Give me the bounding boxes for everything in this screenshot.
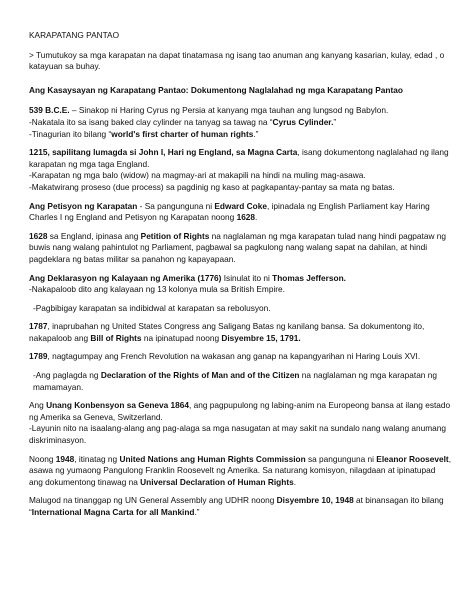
petition-text: - Sa pangunguna ni [137,200,215,211]
petition-text: Charles I ng England and Petisyon ng Karapatan noong [29,212,237,223]
decl-term: Ang Deklarasyon ng Kalayaan ng Amerika (1776) [29,272,222,283]
por-term: Petition of Rights [140,230,210,241]
un-text: Noong [29,453,56,464]
udhr-term: Universal Declaration of Human Rights [140,476,294,487]
por-text: sa England, ipinasa ang [47,230,141,241]
bill-year: 1787 [29,321,48,332]
decl-person: Thomas Jefferson. [272,272,346,283]
geneva-line-1 [29,400,452,412]
bill-of-rights-paragraph [29,321,452,344]
petition-text: , ipinadala ng English Parliament kay Haring [266,200,430,211]
cyrus-text: – Sinakop ni Haring Cyrus ng Persia at kanyang mga tauhan ang lungsod ng Babylon. [69,105,389,116]
french-text: , nagtagumpay ang French Revolution na wakasan ang ganap na kapangyarihan ni Haring Louis XVI. [47,351,421,362]
un-person: Eleanor Roosevelt [376,453,449,464]
udhr-date: Disyembre 10, 1948 [276,495,354,506]
cyrus-charter-term: world's first charter of human rights [111,128,254,139]
por-text: na naglalaman ng mga karapatan tulad nang hindi pagpataw ng [209,230,446,241]
bill-date: Disyembre 15, 1791. [221,332,301,343]
geneva-text: Ang [29,400,47,411]
por-line-1 [29,231,452,243]
un-text: . [293,476,297,487]
petition-line-1 [29,201,452,213]
geneva-line-2: ng Amerika sa Geneva, Switzerland. [29,411,163,422]
petition-person: Edward Coke [214,200,267,211]
french-text: na naglalaman ng mga karapatan ng [299,370,437,381]
geneva-text: , ang pagpupulong ng labing-anim na Europeong bansa at ilang estado [189,400,451,411]
cyrus-text: -Nakatala ito sa isang baked clay cylinder na tanyag sa tawag na “ [29,116,273,127]
por-year: 1628 [29,230,48,241]
por-line-3: pagdeklara ng batas militar sa panahon ng kapayapaan. [29,253,236,264]
bill-term: Bill of Rights [90,332,142,343]
french-declaration-paragraph [29,370,452,393]
cyrus-line-3 [29,129,452,141]
french-line-3: mamamayan. [33,381,84,392]
geneva-line-3: -Layunin nito na isaalang-alang ang pag-alaga sa mga nasugatan at may sakit na sundalo nang walang anumang [29,423,446,434]
magna-lead: 1215, sapilitang lumagda si John I, Hari ng England, sa Magna Carta [29,147,298,158]
udhr-line-1 [29,495,452,507]
un-text: , [448,453,451,464]
un-year: 1948 [55,453,75,464]
declaration-note: -Pagbibigay karapatan sa indibidwal at karapatan sa rebolusyon. [33,302,271,313]
petition-year: 1628 [236,212,256,223]
french-line-2 [33,370,452,382]
magna-text: , isang dokumentong naglalahad ng ilang [297,147,449,158]
udhr-paragraph [29,495,452,518]
magna-carta-paragraph [29,147,452,193]
magna-line-4: -Makatwirang proseso (due process) sa pagdinig ng kaso at pagkapantay-pantay sa mata ng batas. [29,181,395,192]
cyrus-text: -Tinagurian ito bilang “ [29,128,112,139]
un-text: ang dokumentong tinawag na [29,476,141,487]
cyrus-cylinder-term: Cyrus Cylinder. [272,116,334,127]
cyrus-text: .” [253,128,259,139]
cyrus-text: ” [333,116,337,127]
cyrus-line-1 [29,105,452,117]
definition-line: katayuan sa buhay. [29,61,101,72]
un-text: , itinatag ng [74,453,120,464]
definition-line: > Tumutukoy sa mga karapatan na dapat tinatamasa ng isang tao anuman ang kanyang kasarian, kulay, edad , o [29,49,445,60]
cyrus-line-2 [29,117,452,129]
petition-term: Ang Petisyon ng Karapatan [29,200,138,211]
section-heading: Ang Kasaysayan ng Karapatang Pantao: Dokumentong Naglalahad ng mga Karapatang Pantao [29,84,403,95]
cyrus-year: 539 B.C.E. [29,105,70,116]
por-line-2: buwis nang walang pahintulot ng Parliament, pagbawal sa pagkulong nang walang sapat na dahilan, at hindi [29,242,428,253]
french-revolution-line [29,351,452,363]
udhr-text: .” [194,507,200,517]
petition-paragraph [29,201,452,224]
bill-line-1 [29,321,452,333]
french-line-1 [29,351,452,363]
doc-title: KARAPATANG PANTAO [29,30,120,40]
french-text: -Ang paglagda ng [33,370,101,381]
bill-text: na ipinatupad noong [141,332,222,343]
udhr-text: Malugod na tinanggap ng UN General Assembly ang UDHR noong [29,495,277,506]
french-year: 1789 [29,351,48,362]
declaration-paragraph [29,273,452,296]
un-line-2: asawa ng yumaong Pangulong Franklin Roosevelt ng Amerika. Sa naturang komisyon, nilagdaan at ipinatupad [29,465,436,476]
geneva-line-4: diskriminasyon. [29,435,87,446]
definition-paragraph [29,50,452,73]
geneva-term: Unang Konbensyon sa Geneva 1864 [46,400,190,411]
decl-line-2: -Nakapaloob dito ang kalayaan ng 13 kolonya mula sa British Empire. [29,284,285,295]
decl-text: Isinulat ito ni [221,272,273,283]
petition-of-rights-paragraph [29,231,452,266]
petition-line-2 [29,212,452,224]
un-line-1 [29,454,452,466]
un-term: United Nations ang Human Rights Commission [119,453,306,464]
magna-line-1 [29,147,452,159]
magna-line-2: karapatan ng mga taga England. [29,158,150,169]
un-text: sa pangunguna ni [305,453,377,464]
cyrus-paragraph [29,105,452,140]
un-line-3 [29,477,452,489]
udhr-line-2 [29,507,452,519]
magna-line-3: -Karapatan ng mga balo (widow) na magmay-ari at makapili na hindi na muling mag-asawa. [29,170,366,181]
udhr-text: “ [29,507,32,517]
udhr-nickname: International Magna Carta for all Mankind [31,507,195,517]
bill-line-2 [29,333,452,345]
petition-text: . [255,212,258,223]
geneva-paragraph [29,400,452,446]
bill-text: nakapaloob ang [29,332,91,343]
un-1948-paragraph [29,454,452,489]
bill-text: , inaprubahan ng United States Congress ang Saligang Batas ng kanilang bansa. Sa dokumentong ito, [47,321,425,332]
french-term: Declaration of the Rights of Man and of the Citizen [100,370,300,381]
udhr-text: at binansagan ito bilang [353,495,444,506]
decl-line-1 [29,273,452,285]
